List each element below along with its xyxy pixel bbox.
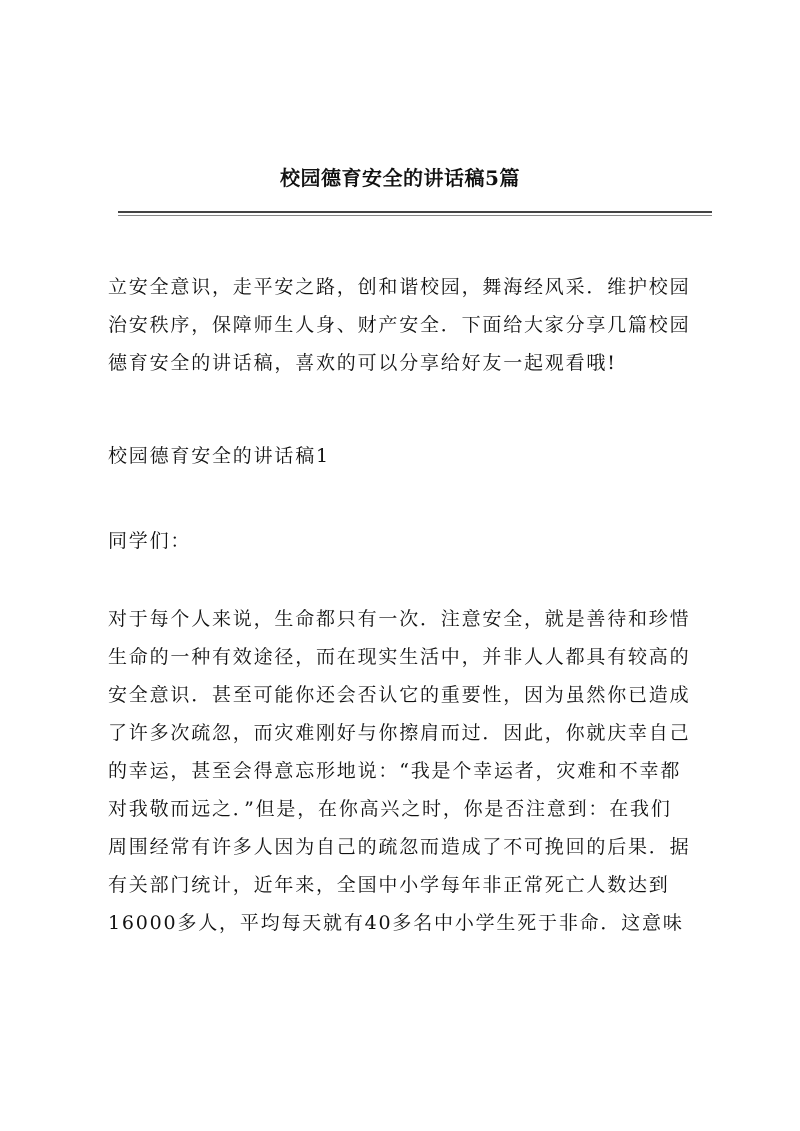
greeting (108, 522, 708, 560)
intro-line: 德育安全的讲话稿，喜欢的可以分享给好友一起观看哦! (108, 352, 617, 374)
body-line: 了许多次疏忽，而灾难刚好与你擦肩而过．因此，你就庆幸自己 (108, 722, 691, 744)
body-line: 16000多人，平均每天就有40多名中小学生死于非命．这意味 (108, 912, 684, 934)
body-line: 安全意识．甚至可能你还会否认它的重要性，因为虽然你已造成 (108, 684, 691, 706)
intro-paragraph (108, 268, 708, 382)
intro-line: 治安秩序，保障师生人身、财产安全．下面给大家分享几篇校园 (108, 314, 691, 336)
body-line: 生命的一种有效途径，而在现实生活中，并非人人都具有较高的 (108, 646, 691, 668)
body-paragraph (108, 600, 708, 942)
body-line: 周围经常有许多人因为自己的疏忽而造成了不可挽回的后果．据 (108, 836, 691, 858)
body-line: 的幸运，甚至会得意忘形地说：“我是个幸运者，灾难和不幸都 (108, 760, 682, 782)
body-line: 对于每个人来说，生命都只有一次．注意安全，就是善待和珍惜 (108, 608, 691, 630)
section-heading (108, 437, 708, 475)
title-divider (118, 211, 712, 213)
intro-line: 立安全意识，走平安之路，创和谐校园，舞海经风采．维护校园 (108, 276, 691, 298)
greeting-text: 同学们： (108, 530, 192, 552)
section-heading-text: 校园德育安全的讲话稿1 (108, 445, 330, 467)
title-divider-thin (118, 215, 712, 216)
document-title: 校园德育安全的讲话稿5篇 (280, 166, 520, 190)
body-line: 有关部门统计，近年来，全国中小学每年非正常死亡人数达到 (108, 874, 670, 896)
body-line: 对我敬而远之．”但是，在你高兴之时，你是否注意到：在我们 (108, 798, 672, 820)
